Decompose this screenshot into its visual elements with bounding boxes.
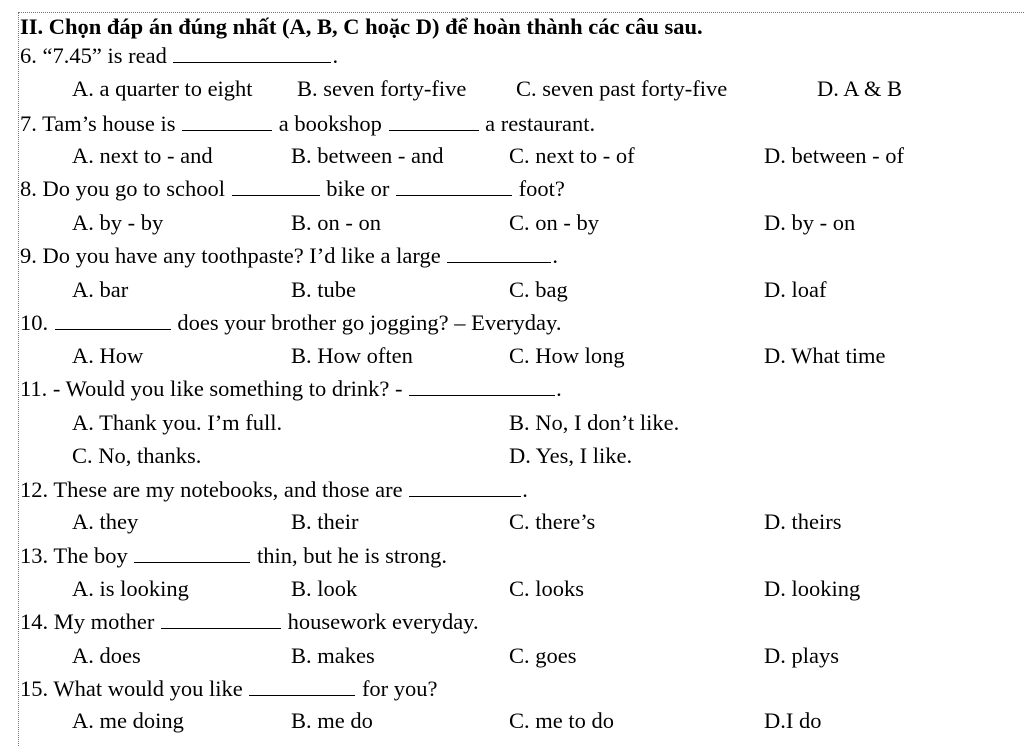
section-title: II. Chọn đáp án đúng nhất (A, B, C hoặc D) để hoàn thành các câu sau. (20, 14, 703, 39)
q9-option-c: C. bag (509, 277, 568, 302)
q13-stem-1: 13. The boy (20, 543, 134, 568)
q15-option-b: B. me do (291, 708, 373, 733)
q9-option-a: A. bar (72, 277, 129, 302)
q12-option-a: A. they (72, 509, 139, 534)
q9-option-d: D. loaf (764, 277, 827, 302)
q8-options (20, 206, 1024, 240)
q15-option-c: C. me to do (509, 708, 614, 733)
q11-option-c: C. No, thanks. (72, 443, 202, 468)
q6-option-c: C. seven past forty-five (516, 76, 728, 101)
q11-options-row-1 (20, 406, 1024, 440)
q9-option-b: B. tube (291, 277, 356, 302)
q10-stem-2: does your brother go jogging? – Everyday. (171, 310, 562, 335)
q11-option-d: D. Yes, I like. (509, 443, 633, 468)
q8-stem-1: 8. Do you go to school (20, 176, 231, 201)
q8-option-b: B. on - on (291, 210, 381, 235)
q8-stem-3: foot? (512, 176, 565, 201)
question-9 (20, 239, 1024, 273)
q14-option-b: B. makes (291, 643, 375, 668)
q7-option-c: C. next to - of (509, 143, 635, 168)
q10-options (20, 339, 1024, 373)
q14-blank-1 (161, 610, 281, 629)
q14-option-c: C. goes (509, 643, 577, 668)
q12-blank-1 (409, 478, 521, 497)
q14-options (20, 639, 1024, 673)
q8-stem-2: bike or (320, 176, 395, 201)
q6-option-a: A. a quarter to eight (72, 76, 253, 101)
q9-stem-2: . (552, 243, 558, 268)
q11-stem-2: . (556, 376, 562, 401)
question-12 (20, 473, 1024, 507)
q12-options (20, 505, 1024, 539)
q11-stem-1: 11. - Would you like something to drink? - (20, 376, 409, 401)
q8-option-a: A. by - by (72, 210, 164, 235)
q10-option-b: B. How often (291, 343, 413, 368)
q15-options (20, 704, 1024, 738)
q15-option-a: A. me doing (72, 708, 184, 733)
q11-option-b: B. No, I don’t like. (509, 410, 680, 435)
q12-stem-1: 12. These are my notebooks, and those are (20, 477, 409, 502)
q11-option-a: A. Thank you. I’m full. (72, 410, 283, 435)
q13-option-d: D. looking (764, 576, 861, 601)
q13-options (20, 572, 1024, 606)
q11-options-row-2 (20, 439, 1024, 473)
q9-blank-1 (447, 244, 551, 263)
q7-blank-1 (182, 112, 272, 131)
q13-option-b: B. look (291, 576, 358, 601)
q8-option-c: C. on - by (509, 210, 599, 235)
q10-option-a: A. How (72, 343, 144, 368)
q6-blank-1 (173, 44, 331, 63)
q10-blank-1 (55, 311, 171, 330)
q8-option-d: D. by - on (764, 210, 856, 235)
dotted-margin-left (18, 12, 19, 746)
q13-stem-2: thin, but he is strong. (251, 543, 447, 568)
q11-blank-1 (409, 377, 555, 396)
q12-stem-2: . (522, 477, 528, 502)
q7-option-a: A. next to - and (72, 143, 213, 168)
q6-option-b: B. seven forty-five (297, 76, 467, 101)
question-6 (20, 39, 1024, 73)
q10-option-d: D. What time (764, 343, 886, 368)
q7-blank-2 (389, 112, 479, 131)
q12-option-d: D. theirs (764, 509, 842, 534)
question-13 (20, 539, 1024, 573)
q6-stem-2: . (332, 43, 339, 68)
q6-option-d: D. A & B (817, 76, 903, 101)
q13-option-c: C. looks (509, 576, 585, 601)
question-15 (20, 672, 1024, 706)
q7-stem-1: 7. Tam’s house is (20, 111, 182, 136)
q12-option-c: C. there’s (509, 509, 596, 534)
q7-stem-3: a restaurant. (479, 111, 596, 136)
q15-option-d: D.I do (764, 708, 822, 733)
q7-option-b: B. between - and (291, 143, 444, 168)
q6-stem-1: 6. “7.45” is read (20, 43, 173, 68)
q8-blank-1 (232, 177, 320, 196)
q9-stem-1: 9. Do you have any toothpaste? I’d like a large (20, 243, 447, 268)
q15-blank-1 (249, 677, 355, 696)
question-7 (20, 107, 1024, 141)
q10-option-c: C. How long (509, 343, 625, 368)
q14-stem-1: 14. My mother (20, 609, 160, 634)
q8-blank-2 (396, 177, 512, 196)
q14-option-a: A. does (72, 643, 141, 668)
q15-stem-1: 15. What would you like (20, 676, 249, 701)
q6-options (20, 72, 1024, 106)
q14-stem-2: housework everyday. (282, 609, 479, 634)
q13-option-a: A. is looking (72, 576, 189, 601)
q15-stem-2: for you? (356, 676, 438, 701)
question-11 (20, 372, 1024, 406)
question-14 (20, 605, 1024, 639)
q9-options (20, 273, 1024, 307)
question-10 (20, 306, 1024, 340)
q10-stem-1: 10. (20, 310, 54, 335)
q7-options (20, 139, 1024, 173)
q12-option-b: B. their (291, 509, 359, 534)
q7-option-d: D. between - of (764, 143, 904, 168)
q14-option-d: D. plays (764, 643, 839, 668)
question-8 (20, 172, 1024, 206)
q7-stem-2: a bookshop (273, 111, 388, 136)
q13-blank-1 (134, 544, 250, 563)
